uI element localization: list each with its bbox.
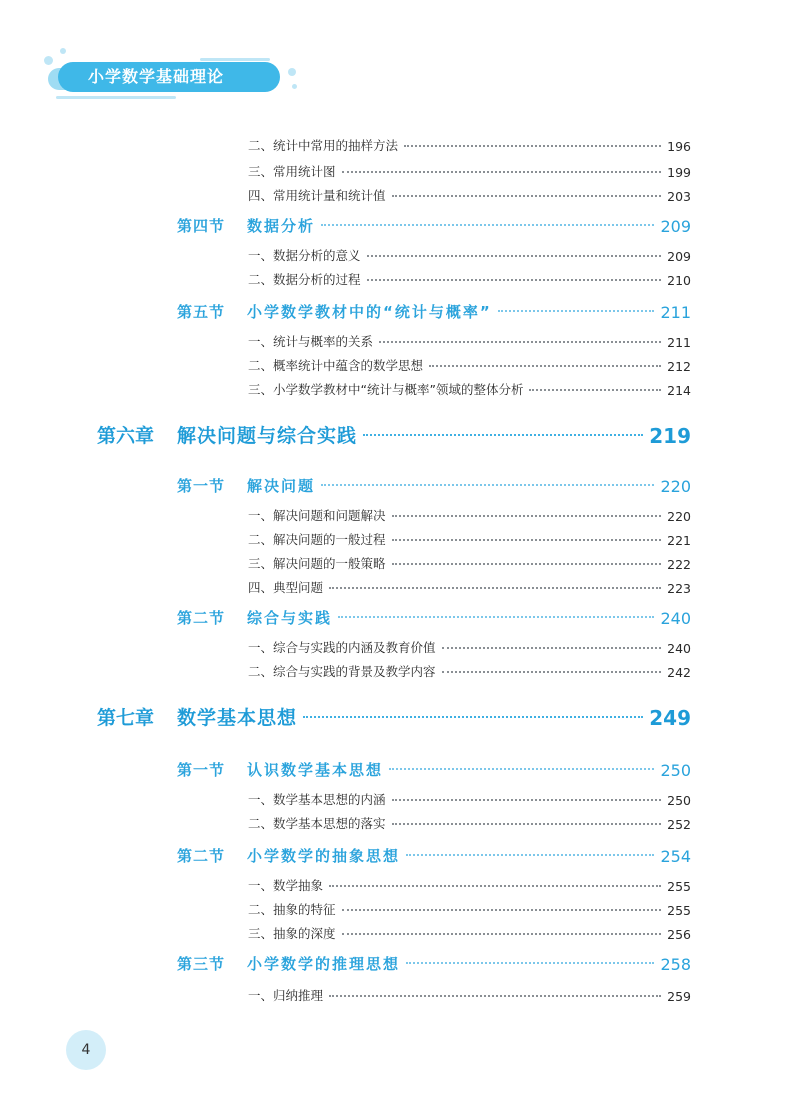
dotted-leader bbox=[392, 195, 662, 197]
toc-section[interactable] bbox=[177, 948, 691, 974]
toc-item-page: 255 bbox=[667, 879, 691, 894]
toc-section[interactable] bbox=[177, 754, 691, 780]
toc-item-title: 一、解决问题和问题解决 bbox=[248, 508, 386, 523]
dotted-leader bbox=[392, 539, 662, 541]
toc-item-title: 二、综合与实践的背景及教学内容 bbox=[248, 664, 436, 679]
toc-section[interactable] bbox=[177, 602, 691, 628]
toc-item[interactable] bbox=[248, 552, 691, 572]
toc-item[interactable] bbox=[248, 268, 691, 288]
toc-section-page: 240 bbox=[660, 609, 691, 628]
dotted-leader bbox=[367, 279, 662, 281]
toc-section-page: 209 bbox=[660, 217, 691, 236]
toc-item-page: 220 bbox=[667, 509, 691, 524]
toc-item-title: 三、小学数学教材中“统计与概率”领域的整体分析 bbox=[248, 382, 524, 397]
toc-section-title: 解决问题 bbox=[247, 477, 316, 495]
dotted-leader bbox=[392, 563, 662, 565]
toc-item[interactable] bbox=[248, 898, 691, 918]
toc-section[interactable] bbox=[177, 296, 691, 322]
toc-section-page: 250 bbox=[660, 761, 691, 780]
toc-item-page: 214 bbox=[667, 383, 691, 398]
dotted-leader bbox=[392, 799, 662, 801]
toc-item[interactable] bbox=[248, 636, 691, 656]
toc-item-title: 一、数据分析的意义 bbox=[248, 248, 361, 263]
toc-section-page: 220 bbox=[660, 477, 691, 496]
dotted-leader bbox=[389, 768, 654, 770]
dotted-leader bbox=[321, 224, 654, 226]
toc-item[interactable] bbox=[248, 660, 691, 680]
toc-chapter[interactable] bbox=[97, 418, 691, 448]
toc-item-page: 212 bbox=[667, 359, 691, 374]
toc-item[interactable] bbox=[248, 812, 691, 832]
toc-section-title: 数据分析 bbox=[247, 217, 316, 235]
toc-section-number: 第四节 bbox=[177, 217, 226, 235]
toc-item-page: 250 bbox=[667, 793, 691, 808]
toc-item[interactable] bbox=[248, 874, 691, 894]
toc-item-page: 203 bbox=[667, 189, 691, 204]
page-number: 4 bbox=[66, 1030, 106, 1070]
toc-chapter[interactable] bbox=[97, 700, 691, 730]
dotted-leader bbox=[342, 171, 662, 173]
toc-section-title: 小学数学的推理思想 bbox=[247, 955, 401, 973]
toc-section[interactable] bbox=[177, 470, 691, 496]
toc-item[interactable] bbox=[248, 184, 691, 204]
toc-item-title: 四、典型问题 bbox=[248, 580, 324, 595]
dotted-leader bbox=[342, 933, 662, 935]
toc-item-title: 一、数学抽象 bbox=[248, 878, 324, 893]
toc-item-page: 209 bbox=[667, 249, 691, 264]
dotted-leader bbox=[329, 885, 661, 887]
toc-item[interactable] bbox=[248, 134, 691, 154]
toc-item-page: 199 bbox=[667, 165, 691, 180]
toc-item-page: 210 bbox=[667, 273, 691, 288]
dotted-leader bbox=[404, 145, 661, 147]
toc-item-page: 255 bbox=[667, 903, 691, 918]
toc-item[interactable] bbox=[248, 576, 691, 596]
toc-item-title: 一、统计与概率的关系 bbox=[248, 334, 374, 349]
toc-item-title: 二、数学基本思想的落实 bbox=[248, 816, 386, 831]
toc-item[interactable] bbox=[248, 984, 691, 1004]
toc-item[interactable] bbox=[248, 354, 691, 374]
toc-section-number: 第一节 bbox=[177, 477, 226, 495]
toc-item-title: 四、常用统计量和统计值 bbox=[248, 188, 386, 203]
toc-item-page: 259 bbox=[667, 989, 691, 1004]
toc-section-title: 认识数学基本思想 bbox=[247, 761, 384, 779]
toc-item[interactable] bbox=[248, 528, 691, 548]
toc-section-title: 综合与实践 bbox=[247, 609, 333, 627]
toc-item-page: 223 bbox=[667, 581, 691, 596]
toc-item[interactable] bbox=[248, 504, 691, 524]
toc-section[interactable] bbox=[177, 840, 691, 866]
dotted-leader bbox=[303, 716, 643, 718]
toc-item-title: 二、统计中常用的抽样方法 bbox=[248, 138, 399, 153]
toc-item-page: 242 bbox=[667, 665, 691, 680]
toc-section-number: 第一节 bbox=[177, 761, 226, 779]
dotted-leader bbox=[406, 854, 654, 856]
dotted-leader bbox=[379, 341, 661, 343]
book-title: 小学数学基础理论 bbox=[88, 67, 225, 86]
dotted-leader bbox=[442, 647, 662, 649]
dotted-leader bbox=[321, 484, 654, 486]
toc-item-page: 222 bbox=[667, 557, 691, 572]
toc-section-number: 第五节 bbox=[177, 303, 226, 321]
dotted-leader bbox=[406, 962, 654, 964]
dotted-leader bbox=[429, 365, 661, 367]
toc-item-page: 256 bbox=[667, 927, 691, 942]
toc-item-page: 211 bbox=[667, 335, 691, 350]
toc-item[interactable] bbox=[248, 922, 691, 942]
toc-item-title: 二、数据分析的过程 bbox=[248, 272, 361, 287]
dotted-leader bbox=[338, 616, 654, 618]
toc-item-page: 240 bbox=[667, 641, 691, 656]
toc-section-title: 小学数学的抽象思想 bbox=[247, 847, 401, 865]
toc-item[interactable] bbox=[248, 244, 691, 264]
toc-section-number: 第二节 bbox=[177, 609, 226, 627]
toc-item-page: 252 bbox=[667, 817, 691, 832]
toc-item-page: 196 bbox=[667, 139, 691, 154]
toc-section-number: 第三节 bbox=[177, 955, 226, 973]
toc-section-page: 258 bbox=[660, 955, 691, 974]
toc-section-title: 小学数学教材中的“统计与概率” bbox=[247, 303, 492, 321]
toc-section-page: 211 bbox=[660, 303, 691, 322]
toc-item[interactable] bbox=[248, 330, 691, 350]
toc-item-title: 一、数学基本思想的内涵 bbox=[248, 792, 386, 807]
toc-item[interactable] bbox=[248, 788, 691, 808]
toc-chapter-number: 第七章 bbox=[97, 707, 155, 729]
dotted-leader bbox=[367, 255, 662, 257]
dotted-leader bbox=[329, 587, 661, 589]
toc-item-page: 221 bbox=[667, 533, 691, 548]
toc-chapter-number: 第六章 bbox=[97, 425, 155, 447]
toc-item[interactable] bbox=[248, 378, 691, 398]
toc-item-title: 二、概率统计中蕴含的数学思想 bbox=[248, 358, 424, 373]
toc-chapter-title: 解决问题与综合实践 bbox=[177, 425, 358, 447]
toc-item-title: 三、解决问题的一般策略 bbox=[248, 556, 386, 571]
toc-chapter-title: 数学基本思想 bbox=[177, 707, 298, 729]
dotted-leader bbox=[498, 310, 655, 312]
toc-item-title: 三、抽象的深度 bbox=[248, 926, 336, 941]
dotted-leader bbox=[529, 389, 661, 391]
toc-item-title: 一、综合与实践的内涵及教育价值 bbox=[248, 640, 436, 655]
toc-chapter-page: 249 bbox=[649, 706, 691, 730]
toc-section-number: 第二节 bbox=[177, 847, 226, 865]
dotted-leader bbox=[392, 515, 662, 517]
toc-item-title: 二、解决问题的一般过程 bbox=[248, 532, 386, 547]
toc-item-title: 一、归纳推理 bbox=[248, 988, 324, 1003]
dotted-leader bbox=[329, 995, 661, 997]
toc-section-page: 254 bbox=[660, 847, 691, 866]
toc-section[interactable] bbox=[177, 210, 691, 236]
dotted-leader bbox=[392, 823, 662, 825]
toc-item-title: 三、常用统计图 bbox=[248, 164, 336, 179]
toc-chapter-page: 219 bbox=[649, 424, 691, 448]
dotted-leader bbox=[363, 434, 643, 436]
dotted-leader bbox=[442, 671, 662, 673]
toc-item[interactable] bbox=[248, 160, 691, 180]
toc-item-title: 二、抽象的特征 bbox=[248, 902, 336, 917]
dotted-leader bbox=[342, 909, 662, 911]
